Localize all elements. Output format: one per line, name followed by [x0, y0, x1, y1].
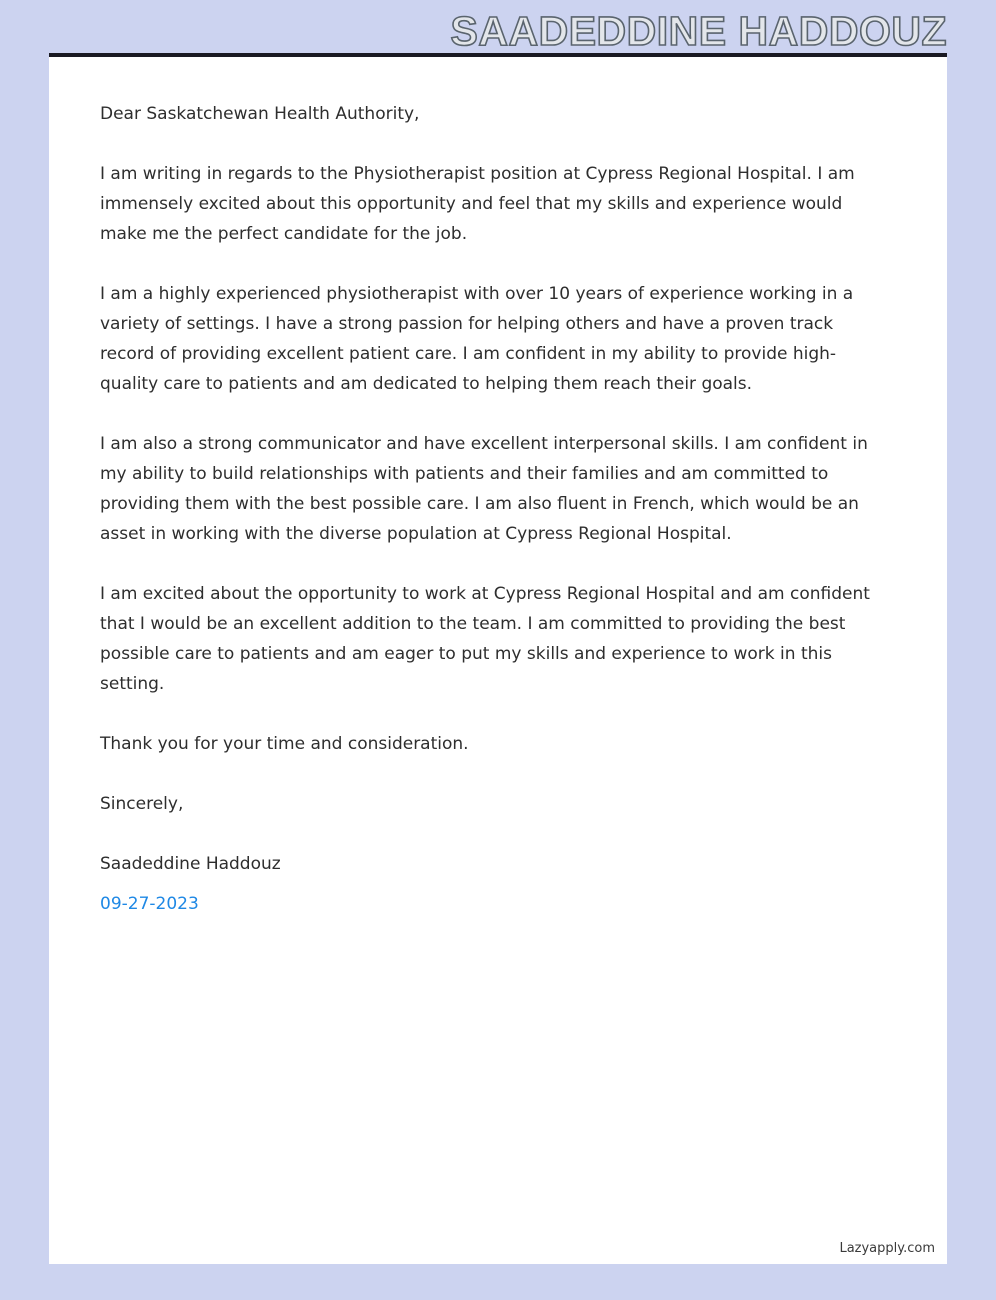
letter-paragraph: Thank you for your time and consideration. [100, 734, 469, 754]
signature-name: Saadeddine Haddouz [100, 854, 281, 874]
letter-header [49, 0, 947, 53]
letter-date: 09-27-2023 [100, 894, 199, 914]
letter-paragraph: I am a highly experienced physiotherapist with over 10 years of experience working in a variety of settings. I have a strong passion for helping others and have a proven track record of providing excellent patient care. I am confident in my ability to provide high-quality care to patients and am dedicated to helping them reach their goals. [100, 284, 854, 394]
header-name: SAADEDDINE HADDOUZ [450, 7, 947, 53]
closing: Sincerely, [100, 794, 184, 814]
document-frame [49, 0, 947, 1264]
letter-paragraph: I am also a strong communicator and have excellent interpersonal skills. I am confident in my ability to build relationships with patients and their families and am committed to providing them with the best possible care. I am also fluent in French, which would be an asset in working with the diverse population at Cypress Regional Hospital. [100, 434, 868, 544]
letter-paragraph: I am writing in regards to the Physiotherapist position at Cypress Regional Hospital. I am immensely excited about this opportunity and feel that my skills and experience would make me the perfect candidate for the job. [100, 164, 855, 244]
letter-paragraph: I am excited about the opportunity to work at Cypress Regional Hospital and am confident that I would be an excellent addition to the team. I am committed to providing the best possible care to patients and am eager to put my skills and experience to work in this setting. [100, 584, 870, 694]
letter-page [49, 53, 947, 1264]
salutation: Dear Saskatchewan Health Authority, [100, 104, 420, 124]
watermark-link[interactable]: Lazyapply.com [839, 1241, 935, 1256]
